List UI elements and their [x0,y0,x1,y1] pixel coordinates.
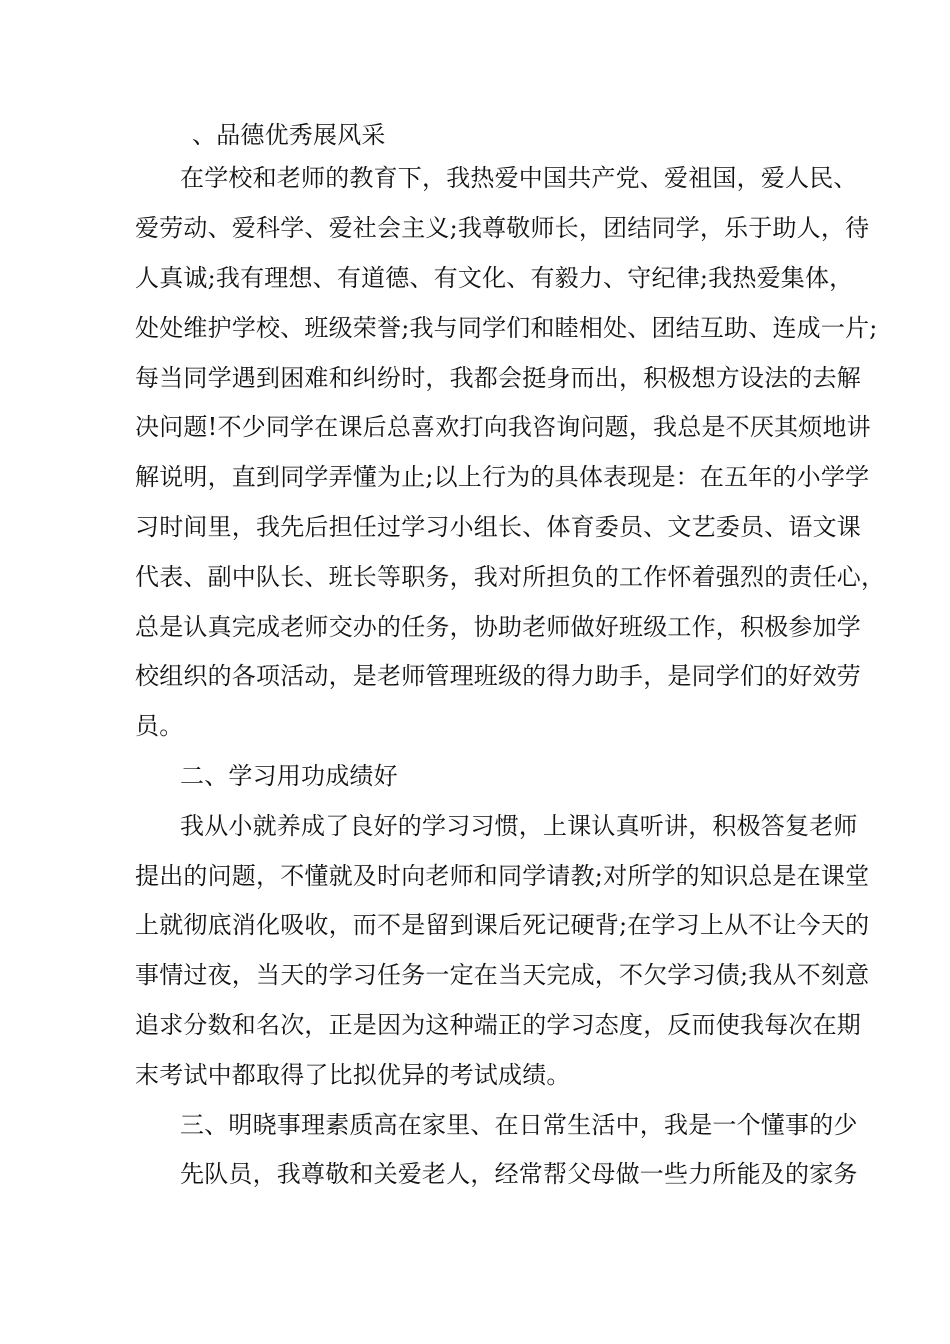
paragraph-line: 上就彻底消化吸收，而不是留到课后死记硬背;在学习上从不让今天的 [135,911,870,939]
paragraph-line: 在学校和老师的教育下，我热爱中国共产党、爱祖国，爱人民、 [180,164,858,192]
paragraph-line: 我从小就养成了良好的学习习惯，上课认真听讲，积极答复老师 [180,812,858,840]
paragraph-line: 校组织的各项活动，是老师管理班级的得力助手，是同学们的好效劳 [135,662,861,690]
paragraph-line: 末考试中都取得了比拟优异的考试成绩。 [135,1061,571,1089]
paragraph-line: 决问题!不少同学在课后总喜欢打向我咨询问题，我总是不厌其烦地讲 [135,413,871,441]
paragraph-line: 提出的问题，不懂就及时向老师和同学请教;对所学的知识总是在课堂 [135,862,870,890]
paragraph-line: 每当同学遇到困难和纠纷时，我都会挺身而出，积极想方设法的去解 [135,364,861,392]
paragraph-line: 解说明，直到同学弄懂为止;以上行为的具体表现是：在五年的小学学 [135,463,870,491]
paragraph-line: 代表、副中队长、班长等职务，我对所担负的工作怀着强烈的责任心， [135,563,886,591]
paragraph-line: 事情过夜，当天的学习任务一定在当天完成，不欠学习债;我从不刻意 [135,961,870,989]
paragraph-line: 爱劳动、爱科学、爱社会主义;我尊敬师长，团结同学，乐于助人，待 [135,214,870,242]
paragraph-line: 总是认真完成老师交办的任务，协助老师做好班级工作，积极参加学 [135,613,861,641]
paragraph-line: 追求分数和名次，正是因为这种端正的学习态度，反而使我每次在期 [135,1011,861,1039]
heading-section-3: 三、明晓事理素质高在家里、在日常生活中，我是一个懂事的少 [180,1111,858,1139]
paragraph-line: 先队员，我尊敬和关爱老人，经常帮父母做一些力所能及的家务 [180,1160,858,1188]
heading-section-2: 二、学习用功成绩好 [180,762,398,790]
paragraph-line: 处处维护学校、班级荣誉;我与同学们和睦相处、团结互助、连成一片; [135,314,878,342]
paragraph-line: 员。 [135,712,184,740]
paragraph-line: 人真诚;我有理想、有道德、有文化、有毅力、守纪律;我热爱集体， [135,264,854,292]
heading-section-1: 、品德优秀展风采 [192,121,386,149]
paragraph-line: 习时间里，我先后担任过学习小组长、体育委员、文艺委员、语文课 [135,513,861,541]
